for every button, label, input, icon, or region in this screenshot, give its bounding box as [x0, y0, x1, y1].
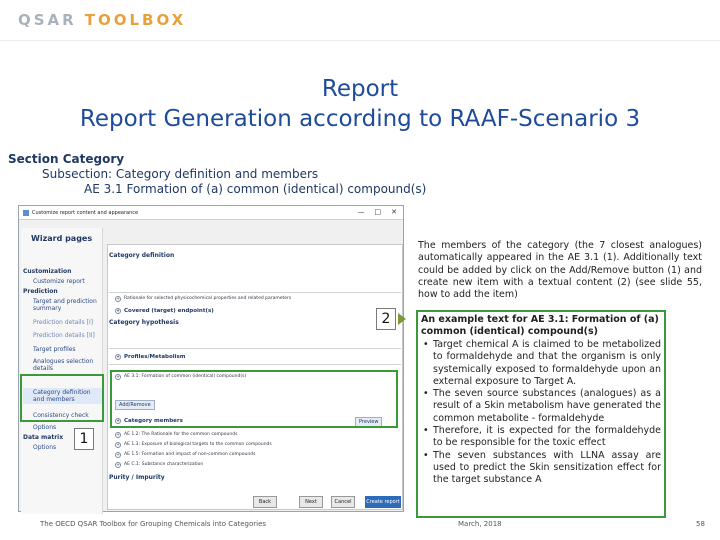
dialog-body — [19, 220, 403, 511]
wizard-item-target-profiles[interactable]: Target profiles — [33, 346, 76, 353]
ae-row-label: AE 1.3: Exposure of biological targets to the common compounds — [124, 442, 272, 447]
expand-icon[interactable]: + — [116, 431, 120, 437]
highlight-ae-3-1 — [110, 370, 398, 428]
wizard-item-prediction-details-1[interactable]: Prediction details [I] — [33, 319, 94, 326]
wizard-item-customize-report[interactable]: Customize report — [33, 278, 85, 285]
window-controls — [358, 208, 398, 216]
wizard-item-consistency-check[interactable]: Consistency check — [33, 412, 89, 419]
ae-row-label: AE 1.2: The Rationale for the common compounds — [124, 432, 238, 437]
divider — [109, 292, 401, 293]
minimize-icon[interactable]: — — [357, 208, 365, 216]
divider — [109, 364, 401, 365]
callout-marker-1: 1 — [74, 428, 94, 450]
customize-report-dialog — [18, 205, 404, 512]
expand-icon[interactable]: + — [116, 373, 120, 379]
wizard-group-customization: Customization — [23, 268, 72, 275]
ae-row[interactable] — [115, 440, 401, 449]
logo-part-toolbox: TOOLBOX — [84, 11, 187, 29]
ae-row[interactable] — [115, 450, 401, 459]
purity-impurity-heading: Purity / Impurity — [109, 474, 165, 481]
slide-subtitle: Report Generation according to RAAF-Scenario 3 — [79, 106, 641, 132]
header-divider — [0, 40, 720, 41]
preview-button[interactable]: Preview — [355, 417, 382, 427]
wizard-pages-panel — [21, 228, 103, 514]
ae-3-1-label: AE 3.1: Formation of common (identical) compound(s) — [124, 374, 247, 379]
example-heading: An example text for AE 3.1: Formation of (a) common (identical) compound(s) — [421, 314, 659, 337]
qsar-toolbox-logo — [18, 8, 186, 32]
footer-date: March, 2018 — [458, 520, 502, 528]
wizard-item-analogues-selection[interactable]: Analogues selection details — [33, 358, 94, 372]
callout-arrow-icon — [398, 313, 406, 325]
wizard-item-target-prediction-summary[interactable]: Target and prediction summary — [33, 298, 97, 312]
example-bullet: • Therefore, it is expected for the formaldehyde to be responsible for the toxic effect — [421, 425, 661, 450]
wizard-header: Wizard pages — [31, 234, 93, 243]
maximize-icon[interactable]: □ — [374, 208, 382, 216]
profiles-metabolism-row[interactable] — [115, 352, 401, 361]
category-hypothesis-heading: Category hypothesis — [109, 319, 179, 326]
wizard-group-prediction: Prediction — [23, 288, 58, 295]
ae-row[interactable] — [115, 460, 401, 469]
rationale-row[interactable] — [115, 294, 401, 303]
next-button[interactable]: Next — [299, 496, 323, 508]
ae-row-label: AE C.1: Substance characterization — [124, 462, 204, 467]
expand-icon[interactable]: + — [116, 461, 120, 467]
example-bullet-list — [421, 339, 661, 487]
wizard-item-data-matrix-options[interactable]: Options — [33, 444, 57, 451]
slide-title: Report — [321, 76, 399, 102]
example-bullet: • The seven substances with LLNA assay are used to predict the Skin sensitization effect for the target substance A — [421, 450, 661, 487]
expand-icon[interactable]: + — [116, 353, 120, 359]
add-remove-button[interactable]: Add/Remove — [115, 400, 155, 410]
category-members-label: Category members — [124, 417, 183, 424]
back-button[interactable]: Back — [253, 496, 277, 508]
example-bullet: • Target chemical A is claimed to be metabolized to formaldehyde and that the organism is only systemically exposed to formaldehyde upon an external exposure to Target A. — [421, 339, 661, 388]
expand-icon[interactable]: + — [116, 307, 120, 313]
wizard-item-prediction-details-2[interactable]: Prediction details [II] — [33, 332, 95, 339]
window-icon — [23, 210, 29, 216]
category-definition-heading: Category definition — [109, 252, 175, 259]
example-text-box — [416, 310, 666, 518]
close-icon[interactable]: ✕ — [391, 208, 397, 216]
explanation-note: The members of the category (the 7 closest analogues) automatically appeared in the AE 3.1 (1). Additionally text could be added by click on the Add/Remove button (1) and create new item with a textual content (2) (see slide 55, how to add the item) — [418, 240, 702, 301]
ae-label: AE 3.1 Formation of (a) common (identical) compound(s) — [84, 182, 427, 196]
expand-icon[interactable]: + — [116, 417, 120, 423]
wizard-item-category-definition[interactable]: Category definition and members — [23, 388, 103, 404]
expand-icon[interactable]: + — [116, 295, 120, 301]
expand-icon[interactable]: + — [116, 451, 120, 457]
example-bullet: • The seven source substances (analogues) as a result of a Skin metabolism have generated the common metabolite - formaldehyde — [421, 388, 661, 425]
dialog-titlebar — [19, 206, 403, 220]
ae-row-label: AE 1.5: Formation and impact of non-common compounds — [124, 452, 256, 457]
subsection-label: Subsection: Category definition and members — [42, 167, 319, 181]
callout-marker-2: 2 — [376, 308, 396, 330]
dialog-title: Customize report content and appearance — [32, 209, 139, 216]
covered-endpoints-label: Covered (target) endpoint(s) — [124, 307, 214, 314]
profiles-metabolism-label: Profiles/Metabolism — [124, 353, 186, 360]
footer-text: The OECD QSAR Toolbox for Grouping Chemicals into Categories — [40, 520, 267, 528]
wizard-group-data-matrix: Data matrix — [23, 434, 64, 441]
create-report-button[interactable]: Create report — [365, 496, 401, 508]
section-category: Section Category — [8, 152, 125, 166]
logo-part-qsar: QSAR — [18, 11, 77, 29]
expand-icon[interactable]: + — [116, 441, 120, 447]
page-number: 58 — [696, 520, 705, 528]
rationale-label: Rationale for selected physicochemical properties and related parameters — [124, 296, 292, 301]
ae-row[interactable] — [115, 430, 401, 439]
wizard-item-options[interactable]: Options — [33, 424, 57, 431]
covered-endpoints-row[interactable] — [115, 306, 401, 315]
divider — [109, 348, 401, 349]
highlight-category-definition — [20, 374, 104, 422]
cancel-button[interactable]: Cancel — [331, 496, 355, 508]
